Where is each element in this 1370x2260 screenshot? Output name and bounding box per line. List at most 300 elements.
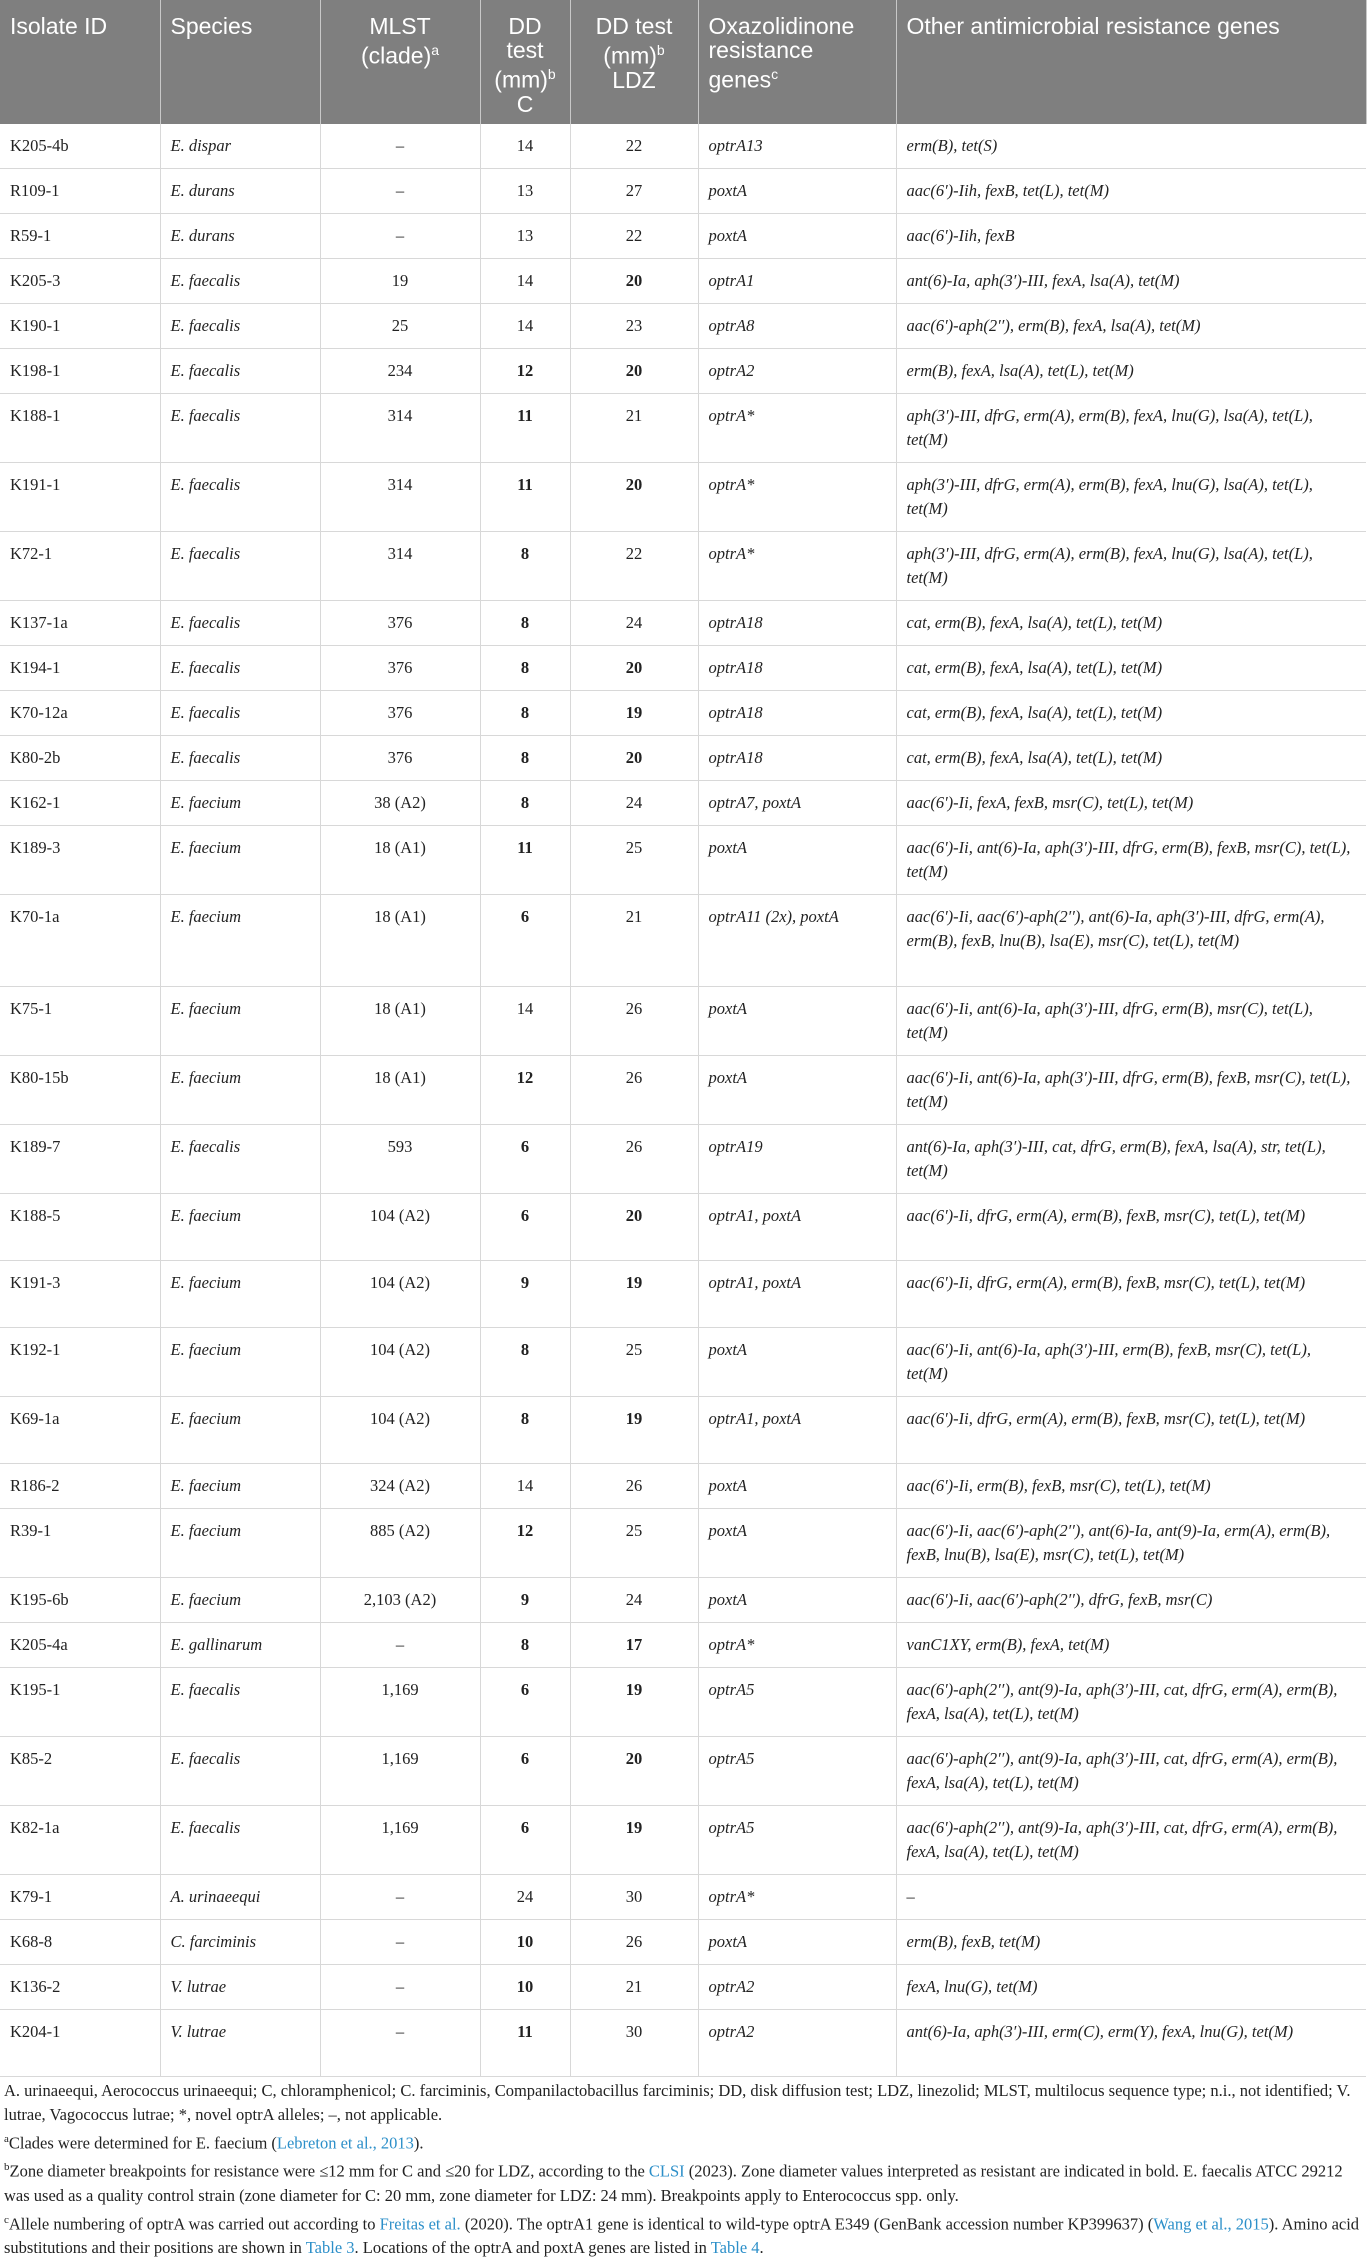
cell-species: E. faecalis <box>160 303 320 348</box>
table-row <box>0 348 1366 393</box>
cell-dd-ldz: 19 <box>570 1805 698 1874</box>
cell-oxazolidinone-genes: poxtA <box>698 986 896 1055</box>
cell-oxazolidinone-genes: optrA2 <box>698 2009 896 2076</box>
col-ddl-line2: (mm) <box>603 42 657 69</box>
cell-species: V. lutrae <box>160 2009 320 2076</box>
cell-isolate-id: K70-1a <box>0 894 160 986</box>
cell-mlst: 314 <box>320 393 480 462</box>
cell-mlst: 18 (A1) <box>320 1055 480 1124</box>
footnote-b <box>4 2155 1362 2208</box>
table-row <box>0 780 1366 825</box>
table-row <box>0 393 1366 462</box>
cell-mlst: 104 (A2) <box>320 1396 480 1463</box>
table-row <box>0 825 1366 894</box>
cell-isolate-id: K79-1 <box>0 1874 160 1919</box>
cell-oxazolidinone-genes: optrA8 <box>698 303 896 348</box>
cell-dd-ldz: 21 <box>570 894 698 986</box>
cell-oxazolidinone-genes: poxtA <box>698 1577 896 1622</box>
cell-mlst: 104 (A2) <box>320 1327 480 1396</box>
cell-mlst: 104 (A2) <box>320 1193 480 1260</box>
cell-other-genes: aac(6′)-Ii, dfrG, erm(A), erm(B), fexB, msr(C), tet(L), tet(M) <box>896 1396 1366 1463</box>
cell-mlst: – <box>320 1874 480 1919</box>
cell-oxazolidinone-genes: optrA5 <box>698 1805 896 1874</box>
cell-other-genes: aph(3′)-III, dfrG, erm(A), erm(B), fexA, lnu(G), lsa(A), tet(L), tet(M) <box>896 531 1366 600</box>
cell-other-genes: aac(6′)-aph(2′′), ant(9)-Ia, aph(3′)-III, cat, dfrG, erm(A), erm(B), fexA, lsa(A), tet(L), tet(M) <box>896 1736 1366 1805</box>
cell-dd-ldz: 19 <box>570 1667 698 1736</box>
cell-mlst: 234 <box>320 348 480 393</box>
cell-other-genes: erm(B), fexA, lsa(A), tet(L), tet(M) <box>896 348 1366 393</box>
col-ddl-line3: LDZ <box>612 66 656 93</box>
cell-species: E. durans <box>160 213 320 258</box>
cell-isolate-id: R39-1 <box>0 1508 160 1577</box>
cell-species: E. faecalis <box>160 735 320 780</box>
cell-dd-ldz: 26 <box>570 986 698 1055</box>
cell-mlst: 376 <box>320 645 480 690</box>
cell-dd-c: 8 <box>480 1327 570 1396</box>
cell-other-genes: aac(6′)-Ii, dfrG, erm(A), erm(B), fexB, msr(C), tet(L), tet(M) <box>896 1193 1366 1260</box>
table-row <box>0 1736 1366 1805</box>
cell-mlst: 19 <box>320 258 480 303</box>
table-row <box>0 1964 1366 2009</box>
cell-dd-c: 12 <box>480 1055 570 1124</box>
cell-species: E. faecalis <box>160 393 320 462</box>
cell-species: E. durans <box>160 168 320 213</box>
cell-dd-ldz: 20 <box>570 1736 698 1805</box>
col-isolate-label: Isolate ID <box>10 13 108 39</box>
citation-link-lebreton[interactable]: Lebreton et al., 2013 <box>276 2133 414 2153</box>
cell-oxazolidinone-genes: optrA1, poxtA <box>698 1193 896 1260</box>
cell-isolate-id: K204-1 <box>0 2009 160 2076</box>
cell-isolate-id: K190-1 <box>0 303 160 348</box>
cell-dd-ldz: 21 <box>570 1964 698 2009</box>
cell-dd-c: 9 <box>480 1577 570 1622</box>
cell-other-genes: aac(6′)-aph(2′′), erm(B), fexA, lsa(A), tet(M) <box>896 303 1366 348</box>
table-row <box>0 303 1366 348</box>
cell-dd-ldz: 26 <box>570 1055 698 1124</box>
cell-isolate-id: K188-1 <box>0 393 160 462</box>
cell-isolate-id: K191-1 <box>0 462 160 531</box>
table-4-link[interactable]: Table 4 <box>710 2238 760 2258</box>
cell-dd-ldz: 24 <box>570 1577 698 1622</box>
table-row <box>0 1805 1366 1874</box>
cell-dd-ldz: 20 <box>570 462 698 531</box>
citation-link-freitas[interactable]: Freitas et al. <box>379 2214 461 2234</box>
table-row <box>0 690 1366 735</box>
cell-isolate-id: K205-3 <box>0 258 160 303</box>
col-oxazolidinone <box>698 0 896 124</box>
table-row <box>0 894 1366 986</box>
col-oxa-line3: genes <box>708 66 772 93</box>
cell-dd-c: 11 <box>480 2009 570 2076</box>
cell-other-genes: aac(6′)-Iih, fexB, tet(L), tet(M) <box>896 168 1366 213</box>
cell-dd-ldz: 19 <box>570 690 698 735</box>
cell-dd-c: 6 <box>480 1193 570 1260</box>
table-body <box>0 124 1366 2077</box>
cell-dd-ldz: 25 <box>570 825 698 894</box>
cell-mlst: 38 (A2) <box>320 780 480 825</box>
cell-species: E. faecium <box>160 986 320 1055</box>
col-mlst <box>320 0 480 124</box>
cell-mlst: 376 <box>320 735 480 780</box>
cell-isolate-id: K72-1 <box>0 531 160 600</box>
cell-dd-c: 8 <box>480 735 570 780</box>
cell-species: E. faecalis <box>160 1736 320 1805</box>
cell-oxazolidinone-genes: optrA1, poxtA <box>698 1396 896 1463</box>
cell-other-genes: aac(6′)-Ii, aac(6′)-aph(2′′), ant(6)-Ia, aph(3′)-III, dfrG, erm(A), erm(B), fexB, lnu(B), lsa(E), msr(C), tet(L), tet(M) <box>896 894 1366 986</box>
table-row <box>0 1327 1366 1396</box>
cell-isolate-id: R109-1 <box>0 168 160 213</box>
cell-species: E. faecium <box>160 1396 320 1463</box>
cell-other-genes: aac(6′)-Ii, ant(6)-Ia, aph(3′)-III, dfrG, erm(B), fexB, msr(C), tet(L), tet(M) <box>896 1055 1366 1124</box>
cell-other-genes: cat, erm(B), fexA, lsa(A), tet(L), tet(M) <box>896 645 1366 690</box>
cell-mlst: 314 <box>320 462 480 531</box>
footnote-a-end: ). <box>413 2133 424 2153</box>
table-row <box>0 1508 1366 1577</box>
cell-other-genes: ant(6)-Ia, aph(3′)-III, erm(C), erm(Y), fexA, lnu(G), tet(M) <box>896 2009 1366 2076</box>
cell-species: E. faecium <box>160 780 320 825</box>
cell-other-genes: aac(6′)-Iih, fexB <box>896 213 1366 258</box>
cell-dd-ldz: 19 <box>570 1260 698 1327</box>
cell-mlst: 1,169 <box>320 1667 480 1736</box>
table-row <box>0 1193 1366 1260</box>
table-row <box>0 1577 1366 1622</box>
cell-dd-ldz: 22 <box>570 213 698 258</box>
cell-oxazolidinone-genes: optrA1, poxtA <box>698 1260 896 1327</box>
cell-other-genes: ant(6)-Ia, aph(3′)-III, cat, dfrG, erm(B), fexA, lsa(A), str, tet(L), tet(M) <box>896 1124 1366 1193</box>
citation-link-wang[interactable]: Wang et al., 2015 <box>1153 2214 1269 2234</box>
cell-dd-ldz: 20 <box>570 258 698 303</box>
cell-species: E. faecium <box>160 1193 320 1260</box>
cell-dd-c: 10 <box>480 1964 570 2009</box>
cell-oxazolidinone-genes: optrA1 <box>698 258 896 303</box>
cell-dd-c: 13 <box>480 168 570 213</box>
cell-dd-c: 8 <box>480 645 570 690</box>
cell-mlst: 25 <box>320 303 480 348</box>
table-3-link[interactable]: Table 3 <box>305 2238 355 2258</box>
cell-species: E. dispar <box>160 124 320 169</box>
cell-oxazolidinone-genes: poxtA <box>698 168 896 213</box>
cell-other-genes: aac(6′)-Ii, ant(6)-Ia, aph(3′)-III, dfrG, erm(B), fexB, msr(C), tet(L), tet(M) <box>896 825 1366 894</box>
footnote-c-text4: . Locations of the optrA and poxtA genes are listed in <box>354 2238 711 2258</box>
footnote-c-text1: Allele numbering of optrA was carried out according to <box>8 2214 380 2234</box>
cell-isolate-id: K70-12a <box>0 690 160 735</box>
cell-oxazolidinone-genes: poxtA <box>698 825 896 894</box>
footnote-mark-b: b <box>547 66 556 82</box>
cell-species: E. faecium <box>160 1463 320 1508</box>
cell-mlst: 314 <box>320 531 480 600</box>
col-mlst-line2: (clade) <box>360 42 432 69</box>
cell-mlst: – <box>320 213 480 258</box>
footnote-c-text3: ). Amino acid substitutions and their positions are shown in <box>4 2214 1360 2258</box>
cell-oxazolidinone-genes: optrA* <box>698 1622 896 1667</box>
cell-other-genes: erm(B), tet(S) <box>896 124 1366 169</box>
cell-dd-ldz: 17 <box>570 1622 698 1667</box>
table-row <box>0 1124 1366 1193</box>
cell-oxazolidinone-genes: optrA* <box>698 531 896 600</box>
cell-other-genes: aac(6′)-aph(2′′), ant(9)-Ia, aph(3′)-III, cat, dfrG, erm(A), erm(B), fexA, lsa(A), tet(L), tet(M) <box>896 1805 1366 1874</box>
cell-dd-ldz: 27 <box>570 168 698 213</box>
cell-species: A. urinaeequi <box>160 1874 320 1919</box>
cell-species: E. faecium <box>160 825 320 894</box>
col-dd-c <box>480 0 570 124</box>
cell-oxazolidinone-genes: optrA11 (2x), poxtA <box>698 894 896 986</box>
cell-dd-ldz: 30 <box>570 2009 698 2076</box>
col-other-label: Other antimicrobial resistance genes <box>906 13 1280 39</box>
cell-oxazolidinone-genes: poxtA <box>698 1055 896 1124</box>
col-ddc-line2: (mm) <box>494 66 548 93</box>
cell-species: E. gallinarum <box>160 1622 320 1667</box>
footnote-mark-c: c <box>771 66 779 82</box>
cell-species: E. faecalis <box>160 600 320 645</box>
cell-isolate-id: K136-2 <box>0 1964 160 2009</box>
cell-isolate-id: K192-1 <box>0 1327 160 1396</box>
cell-dd-c: 12 <box>480 348 570 393</box>
cell-dd-ldz: 30 <box>570 1874 698 1919</box>
col-other-genes <box>896 0 1366 124</box>
cell-oxazolidinone-genes: optrA* <box>698 462 896 531</box>
cell-mlst: 18 (A1) <box>320 894 480 986</box>
footnote-a-mark: a <box>4 2132 9 2145</box>
cell-mlst: – <box>320 168 480 213</box>
cell-isolate-id: K162-1 <box>0 780 160 825</box>
footnote-mark-b: b <box>656 42 665 58</box>
cell-other-genes: aph(3′)-III, dfrG, erm(A), erm(B), fexA, lnu(G), lsa(A), tet(L), tet(M) <box>896 462 1366 531</box>
cell-oxazolidinone-genes: optrA* <box>698 393 896 462</box>
cell-dd-c: 14 <box>480 303 570 348</box>
table-row <box>0 1667 1366 1736</box>
cell-species: E. faecium <box>160 1260 320 1327</box>
cell-species: E. faecium <box>160 1577 320 1622</box>
cell-dd-ldz: 19 <box>570 1396 698 1463</box>
cell-dd-c: 6 <box>480 894 570 986</box>
table-row <box>0 735 1366 780</box>
cell-oxazolidinone-genes: optrA13 <box>698 124 896 169</box>
cell-other-genes: aac(6′)-Ii, ant(6)-Ia, aph(3′)-III, dfrG, erm(B), msr(C), tet(L), tet(M) <box>896 986 1366 1055</box>
col-ddc-line3: C <box>516 90 534 117</box>
cell-species: E. faecalis <box>160 531 320 600</box>
cell-isolate-id: K85-2 <box>0 1736 160 1805</box>
cell-species: E. faecalis <box>160 462 320 531</box>
cell-other-genes: vanC1XY, erm(B), fexA, tet(M) <box>896 1622 1366 1667</box>
cell-dd-c: 6 <box>480 1805 570 1874</box>
cell-dd-ldz: 26 <box>570 1124 698 1193</box>
table-row <box>0 1919 1366 1964</box>
cell-oxazolidinone-genes: poxtA <box>698 1463 896 1508</box>
cell-mlst: – <box>320 1919 480 1964</box>
col-ddc-line1: DD test <box>506 13 544 63</box>
cell-isolate-id: K189-7 <box>0 1124 160 1193</box>
footnote-c <box>4 2208 1362 2260</box>
cell-dd-c: 10 <box>480 1919 570 1964</box>
cell-isolate-id: K205-4a <box>0 1622 160 1667</box>
cell-dd-ldz: 20 <box>570 348 698 393</box>
cell-other-genes: ant(6)-Ia, aph(3′)-III, fexA, lsa(A), tet(M) <box>896 258 1366 303</box>
cell-dd-c: 8 <box>480 1396 570 1463</box>
table-header <box>0 0 1366 124</box>
cell-oxazolidinone-genes: poxtA <box>698 1327 896 1396</box>
table-row <box>0 462 1366 531</box>
footnote-c-text2: (2020). The optrA1 gene is identical to wild-type optrA E349 (GenBank accession number KP399637) ( <box>460 2214 1154 2234</box>
cell-dd-c: 14 <box>480 986 570 1055</box>
col-oxa-line1: Oxazolidinone <box>708 13 855 39</box>
cell-dd-c: 8 <box>480 1622 570 1667</box>
cell-isolate-id: K82-1a <box>0 1805 160 1874</box>
footnote-b-text1: Zone diameter breakpoints for resistance were ≤12 mm for C and ≤20 for LDZ, according to the <box>9 2161 649 2181</box>
table-row <box>0 1622 1366 1667</box>
cell-mlst: – <box>320 2009 480 2076</box>
cell-dd-ldz: 25 <box>570 1508 698 1577</box>
cell-dd-ldz: 20 <box>570 1193 698 1260</box>
cell-dd-c: 6 <box>480 1124 570 1193</box>
cell-mlst: 593 <box>320 1124 480 1193</box>
col-isolate-id <box>0 0 160 124</box>
footnote-b-mark: b <box>4 2161 10 2174</box>
cell-mlst: 885 (A2) <box>320 1508 480 1577</box>
cell-isolate-id: K69-1a <box>0 1396 160 1463</box>
cell-oxazolidinone-genes: optrA18 <box>698 690 896 735</box>
cell-species: E. faecalis <box>160 348 320 393</box>
cell-oxazolidinone-genes: poxtA <box>698 1508 896 1577</box>
cell-mlst: – <box>320 1964 480 2009</box>
cell-mlst: 324 (A2) <box>320 1463 480 1508</box>
cell-isolate-id: K80-15b <box>0 1055 160 1124</box>
table-footnotes <box>0 2077 1366 2260</box>
cell-dd-ldz: 24 <box>570 600 698 645</box>
cell-oxazolidinone-genes: optrA18 <box>698 600 896 645</box>
cell-dd-ldz: 20 <box>570 735 698 780</box>
cell-species: E. faecium <box>160 1055 320 1124</box>
cell-dd-ldz: 26 <box>570 1463 698 1508</box>
cell-species: E. faecalis <box>160 258 320 303</box>
cell-oxazolidinone-genes: optrA5 <box>698 1736 896 1805</box>
cell-dd-ldz: 23 <box>570 303 698 348</box>
cell-species: E. faecium <box>160 1508 320 1577</box>
cell-other-genes: aac(6′)-Ii, aac(6′)-aph(2′′), dfrG, fexB, msr(C) <box>896 1577 1366 1622</box>
cell-mlst: 18 (A1) <box>320 825 480 894</box>
cell-isolate-id: K195-1 <box>0 1667 160 1736</box>
cell-other-genes: cat, erm(B), fexA, lsa(A), tet(L), tet(M) <box>896 735 1366 780</box>
cell-other-genes: aph(3′)-III, dfrG, erm(A), erm(B), fexA, lnu(G), lsa(A), tet(L), tet(M) <box>896 393 1366 462</box>
cell-other-genes: aac(6′)-Ii, fexA, fexB, msr(C), tet(L), tet(M) <box>896 780 1366 825</box>
cell-dd-ldz: 26 <box>570 1919 698 1964</box>
cell-oxazolidinone-genes: poxtA <box>698 213 896 258</box>
citation-link-clsi[interactable]: CLSI <box>648 2161 685 2181</box>
cell-isolate-id: R186-2 <box>0 1463 160 1508</box>
cell-isolate-id: K188-5 <box>0 1193 160 1260</box>
cell-dd-c: 6 <box>480 1667 570 1736</box>
cell-isolate-id: K189-3 <box>0 825 160 894</box>
cell-dd-c: 12 <box>480 1508 570 1577</box>
cell-oxazolidinone-genes: optrA5 <box>698 1667 896 1736</box>
footnote-c-text5: . <box>759 2238 764 2258</box>
table-row <box>0 124 1366 169</box>
cell-other-genes: aac(6′)-Ii, dfrG, erm(A), erm(B), fexB, msr(C), tet(L), tet(M) <box>896 1260 1366 1327</box>
cell-species: E. faecalis <box>160 645 320 690</box>
col-species <box>160 0 320 124</box>
cell-dd-c: 14 <box>480 124 570 169</box>
table-row <box>0 213 1366 258</box>
cell-other-genes: aac(6′)-Ii, aac(6′)-aph(2′′), ant(6)-Ia, ant(9)-Ia, erm(A), erm(B), fexB, lnu(B), lsa(E), msr(C), tet(L), tet(M) <box>896 1508 1366 1577</box>
cell-dd-ldz: 25 <box>570 1327 698 1396</box>
cell-species: V. lutrae <box>160 1964 320 2009</box>
cell-isolate-id: K75-1 <box>0 986 160 1055</box>
footnote-abbreviations <box>4 2079 1362 2127</box>
cell-dd-c: 8 <box>480 690 570 735</box>
cell-species: C. farciminis <box>160 1919 320 1964</box>
footnote-b-text2: (2023). Zone diameter values interpreted as resistant are indicated in bold. E. faecalis ATCC 29212 was used as a quality control strain (zone diameter for C: 20 mm, zone diameter for LDZ: 24 mm). Breakpoints apply to Enterococcus spp. only. <box>4 2161 1343 2205</box>
abbrev-text: A. urinaeequi, Aerococcus urinaeequi; C, chloramphenicol; C. farciminis, Companilactobacillus farciminis; DD, disk diffusion test; LDZ, linezolid; MLST, multilocus sequence type; n.i., not identified; V. lutrae, Vagococcus lutrae; *, novel optrA alleles; –, not applicable. <box>4 2080 1351 2124</box>
cell-dd-c: 24 <box>480 1874 570 1919</box>
cell-isolate-id: K198-1 <box>0 348 160 393</box>
cell-dd-c: 8 <box>480 531 570 600</box>
cell-dd-c: 11 <box>480 393 570 462</box>
col-mlst-line1: MLST <box>369 13 431 39</box>
table-row <box>0 1055 1366 1124</box>
cell-species: E. faecalis <box>160 690 320 735</box>
cell-oxazolidinone-genes: optrA19 <box>698 1124 896 1193</box>
cell-dd-ldz: 24 <box>570 780 698 825</box>
cell-isolate-id: K80-2b <box>0 735 160 780</box>
footnote-c-mark: c <box>4 2213 9 2226</box>
cell-oxazolidinone-genes: optrA* <box>698 1874 896 1919</box>
cell-other-genes: – <box>896 1874 1366 1919</box>
cell-oxazolidinone-genes: optrA18 <box>698 735 896 780</box>
cell-isolate-id: K68-8 <box>0 1919 160 1964</box>
cell-dd-ldz: 22 <box>570 124 698 169</box>
table-row <box>0 645 1366 690</box>
cell-species: E. faecium <box>160 894 320 986</box>
footnote-mark-a: a <box>431 42 440 58</box>
cell-dd-c: 11 <box>480 825 570 894</box>
cell-mlst: 18 (A1) <box>320 986 480 1055</box>
cell-mlst: – <box>320 124 480 169</box>
footnote-a <box>4 2127 1362 2156</box>
cell-other-genes: aac(6′)-Ii, erm(B), fexB, msr(C), tet(L), tet(M) <box>896 1463 1366 1508</box>
cell-isolate-id: K195-6b <box>0 1577 160 1622</box>
footnote-a-text: Clades were determined for E. faecium ( <box>8 2133 277 2153</box>
table-row <box>0 986 1366 1055</box>
cell-species: E. faecalis <box>160 1805 320 1874</box>
cell-oxazolidinone-genes: optrA7, poxtA <box>698 780 896 825</box>
cell-dd-ldz: 22 <box>570 531 698 600</box>
table-row <box>0 168 1366 213</box>
col-oxa-line2: resistance <box>708 37 814 63</box>
cell-other-genes: cat, erm(B), fexA, lsa(A), tet(L), tet(M) <box>896 600 1366 645</box>
cell-dd-c: 8 <box>480 780 570 825</box>
cell-species: E. faecalis <box>160 1667 320 1736</box>
cell-oxazolidinone-genes: poxtA <box>698 1919 896 1964</box>
cell-species: E. faecium <box>160 1327 320 1396</box>
cell-dd-c: 11 <box>480 462 570 531</box>
table-row <box>0 1396 1366 1463</box>
cell-isolate-id: K137-1a <box>0 600 160 645</box>
cell-mlst: 376 <box>320 690 480 735</box>
cell-other-genes: aac(6′)-aph(2′′), ant(9)-Ia, aph(3′)-III, cat, dfrG, erm(A), erm(B), fexA, lsa(A), tet(L), tet(M) <box>896 1667 1366 1736</box>
cell-other-genes: erm(B), fexB, tet(M) <box>896 1919 1366 1964</box>
cell-mlst: 1,169 <box>320 1805 480 1874</box>
cell-isolate-id: R59-1 <box>0 213 160 258</box>
cell-oxazolidinone-genes: optrA18 <box>698 645 896 690</box>
cell-isolate-id: K194-1 <box>0 645 160 690</box>
cell-isolate-id: K191-3 <box>0 1260 160 1327</box>
cell-dd-ldz: 20 <box>570 645 698 690</box>
cell-oxazolidinone-genes: optrA2 <box>698 348 896 393</box>
col-ddl-line1: DD test <box>595 13 673 39</box>
col-species-label: Species <box>170 13 253 39</box>
cell-dd-c: 14 <box>480 258 570 303</box>
cell-mlst: 104 (A2) <box>320 1260 480 1327</box>
cell-mlst: 2,103 (A2) <box>320 1577 480 1622</box>
